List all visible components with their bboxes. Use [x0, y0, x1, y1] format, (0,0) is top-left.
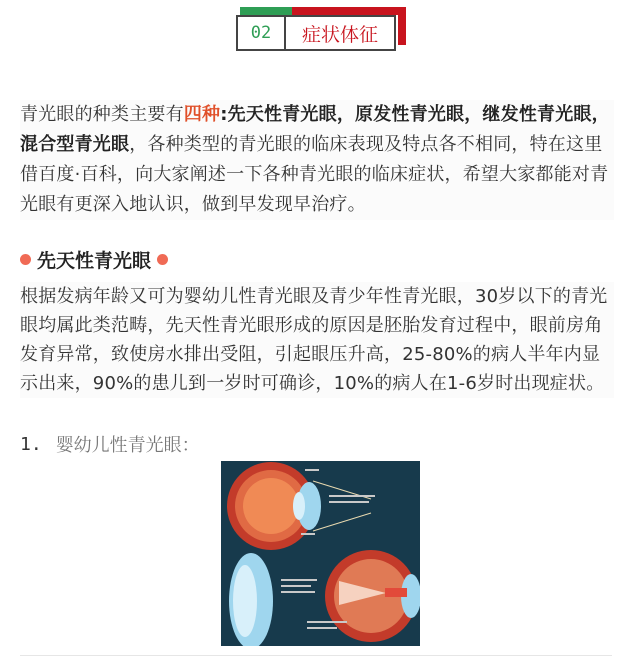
eye-illustration — [221, 461, 420, 646]
intro-highlight-count: 四种 — [183, 104, 221, 125]
subheading-index: 1. — [20, 433, 42, 455]
heading-label: 先天性青光眼 — [37, 249, 152, 272]
badge-red-bar — [292, 7, 404, 15]
subheading-label: 婴幼儿性青光眼： — [55, 435, 200, 456]
intro-text-2: ，各种类型的青光眼的临床表现及特点各不相同，特在这里借百度·百科，向大家阐述一下各种青光眼的临床症状，希望大家都能对青光眼有更深入地认识，做到早发现早治疗。 — [20, 134, 609, 215]
badge-title: 症状体征 — [301, 23, 378, 46]
intro-text-1: 青光眼的种类主要有 — [20, 104, 184, 125]
badge-green-bar — [240, 7, 292, 15]
section-heading — [20, 244, 168, 274]
badge-number: 02 — [238, 17, 286, 49]
subheading — [20, 430, 200, 458]
bullet-dot-icon — [20, 254, 31, 265]
section-badge — [236, 7, 406, 53]
intro-bold-types: 先天性青光眼，原发性青光眼，继发性青光眼，混合型青光眼 — [20, 104, 610, 155]
eye-diagram-icon — [221, 461, 420, 646]
congenital-paragraph: 根据发病年龄又可为婴幼儿性青光眼及青少年性青光眼，30岁以下的青光眼均属此类范畴，先天性青光眼形成的原因是胚胎发育过程中，眼前房角发育异常，致使房水排出受阻，引起眼压升高，25-80%的病人半年内显示出来，90%的患儿到一岁时可确诊，10%的病人在1-6岁时出现症状。 — [20, 282, 614, 398]
intro-colon: : — [220, 104, 228, 125]
intro-paragraph — [20, 100, 614, 220]
bottom-divider — [20, 655, 612, 656]
badge-red-shadow — [398, 7, 406, 45]
badge-box — [236, 15, 396, 51]
bullet-dot-icon — [157, 254, 168, 265]
